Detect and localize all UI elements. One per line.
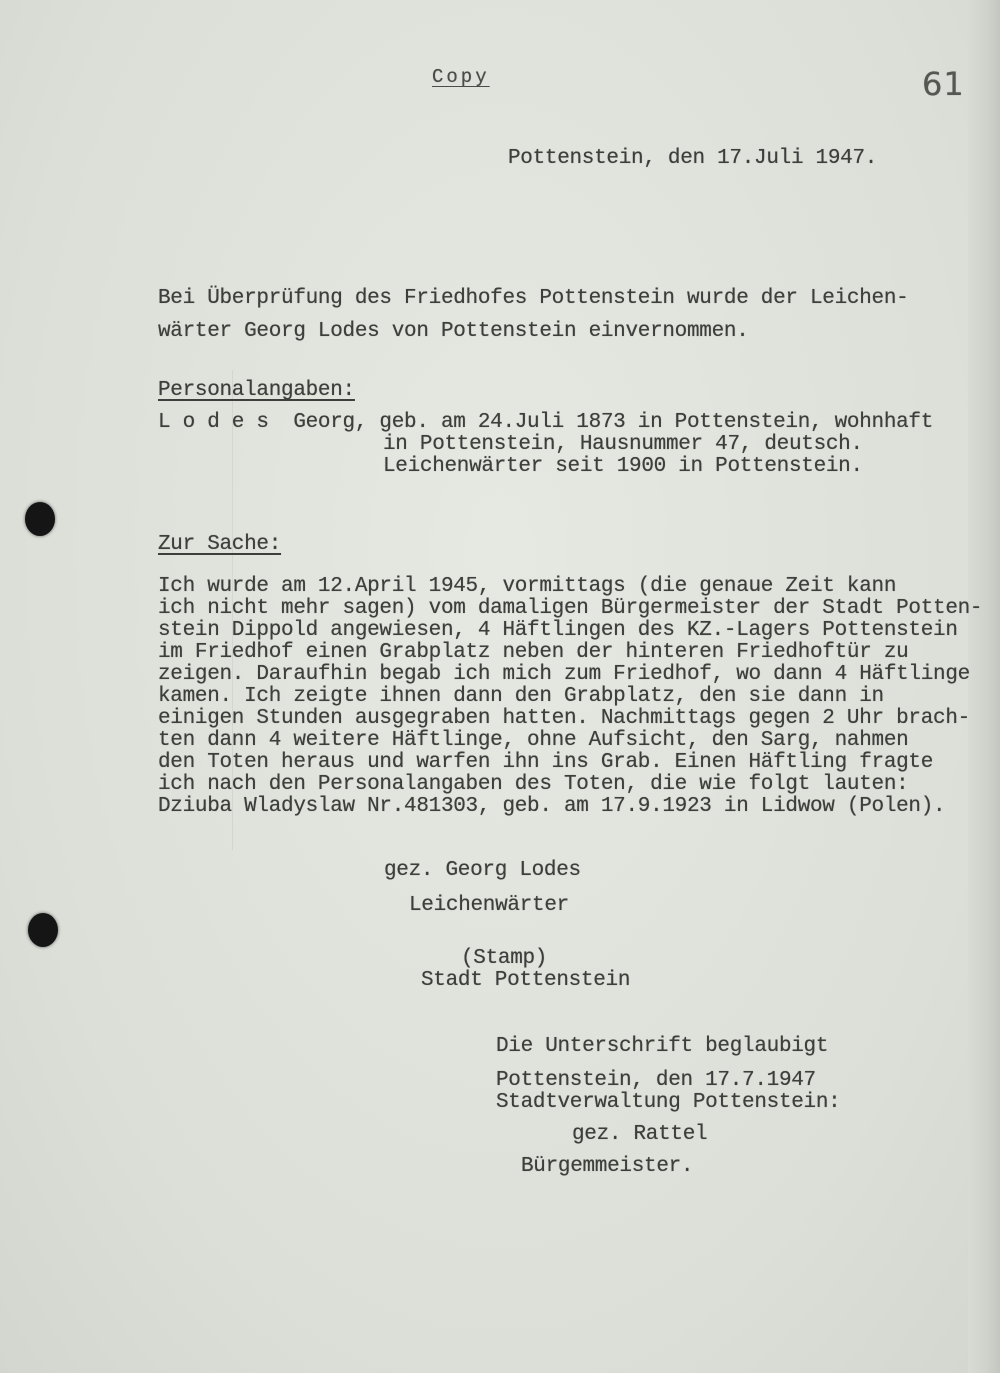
- certification-line: Pottenstein, den 17.7.1947: [496, 1069, 816, 1092]
- statement-heading: Zur Sache:: [158, 533, 282, 556]
- copy-mark: Copy: [432, 66, 490, 88]
- statement-line: Ich wurde am 12.April 1945, vormittags (die genaue Zeit kann: [158, 575, 897, 598]
- personal-details-line: in Pottenstein, Hausnummer 47, deutsch.: [383, 433, 863, 456]
- statement-line: stein Dippold angewiesen, 4 Häftlingen des KZ.-Lagers Pottenstein: [158, 619, 958, 642]
- mayor-title: Bürgemmeister.: [521, 1155, 694, 1178]
- statement-line: ten dann 4 weitere Häftlinge, ohne Aufsicht, den Sarg, nahmen: [158, 729, 909, 752]
- stamp-city: Stadt Pottenstein: [421, 969, 631, 992]
- statement-line: ich nach den Personalangaben des Toten, die wie folgt lauten:: [158, 773, 909, 796]
- personal-details-line: L o d e s Georg, geb. am 24.Juli 1873 in Pottenstein, wohnhaft: [158, 411, 934, 434]
- certification-line: Die Unterschrift beglaubigt: [496, 1035, 829, 1058]
- intro-line: wärter Georg Lodes von Pottenstein einvernommen.: [158, 320, 749, 343]
- document-date: Pottenstein, den 17.Juli 1947.: [508, 147, 878, 170]
- statement-body: [158, 576, 982, 818]
- statement-line: ich nicht mehr sagen) vom damaligen Bürgermeister der Stadt Potten-: [158, 597, 983, 620]
- page-number: 61: [922, 65, 965, 103]
- certification-line: Stadtverwaltung Pottenstein:: [496, 1091, 841, 1114]
- stamp-note: (Stamp): [461, 947, 548, 970]
- signature-name: gez. Georg Lodes: [384, 859, 581, 882]
- statement-line: kamen. Ich zeigte ihnen dann den Grabplatz, den sie dann in: [158, 685, 884, 708]
- intro-line: Bei Überprüfung des Friedhofes Pottenstein wurde der Leichen-: [158, 287, 909, 310]
- punch-hole-top: [25, 502, 55, 536]
- personal-details-heading: Personalangaben:: [158, 379, 355, 402]
- mayor-name: gez. Rattel: [572, 1123, 708, 1146]
- statement-line: den Toten heraus und warfen ihn ins Grab. Einen Häftling fragte: [158, 751, 934, 774]
- statement-line: einigen Stunden ausgegraben hatten. Nachmittags gegen 2 Uhr brach-: [158, 707, 970, 730]
- punch-hole-bottom: [28, 913, 58, 947]
- statement-line: Dziuba Wladyslaw Nr.481303, geb. am 17.9.1923 in Lidwow (Polen).: [158, 795, 946, 818]
- statement-line: zeigen. Daraufhin begab ich mich zum Friedhof, wo dann 4 Häftlinge: [158, 663, 970, 686]
- signature-title: Leichenwärter: [409, 894, 569, 917]
- statement-line: im Friedhof einen Grabplatz neben der hinteren Friedhoftür zu: [158, 641, 909, 664]
- intro-paragraph: [158, 282, 908, 348]
- personal-details-line: Leichenwärter seit 1900 in Pottenstein.: [383, 455, 863, 478]
